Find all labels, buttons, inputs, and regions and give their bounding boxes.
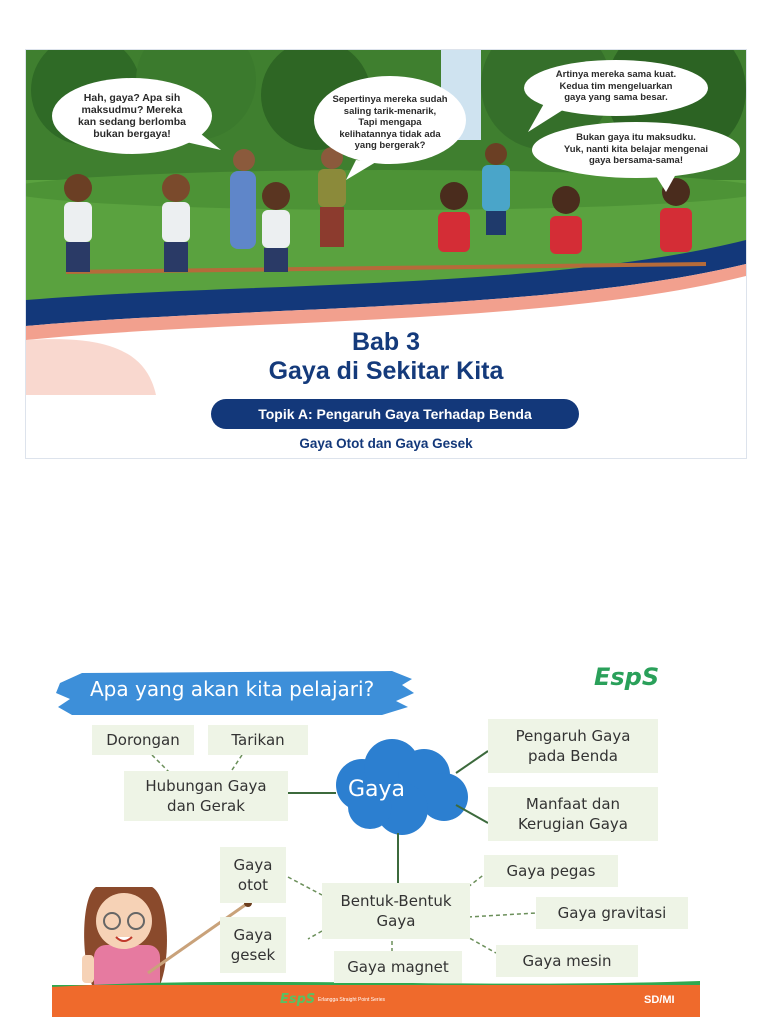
node-manfaat-kerugian: Manfaat dan Kerugian Gaya [488, 787, 658, 841]
chapter-title: Gaya di Sekitar Kita [268, 357, 504, 385]
node-gaya-gravitasi: Gaya gravitasi [536, 897, 688, 929]
concept-map-slide [52, 655, 700, 1017]
topic-subtitle: Gaya Otot dan Gaya Gesek [299, 436, 473, 451]
footer-level: SD/MI [644, 994, 675, 1006]
esps-logo: EspS [594, 663, 660, 691]
node-gaya-otot: Gaya otot [220, 847, 286, 903]
node-dorongan: Dorongan [92, 725, 194, 755]
node-gaya-pegas: Gaya pegas [484, 855, 618, 887]
speech-bubble-4: Bukan gaya itu maksudku. Yuk, nanti kita belajar mengenai gaya bersama-sama! [563, 132, 709, 166]
node-bentuk-bentuk-gaya: Bentuk-Bentuk Gaya [322, 883, 470, 939]
footer-brand: EspS [280, 992, 316, 1007]
speech-bubble-2: Sepertinya mereka sudah saling tarik-menarik, Tapi mengapa kelihatannya tidak ada yang bergerak? [332, 94, 448, 151]
footer-tagline: Erlangga Straight Point Series [318, 997, 385, 1003]
node-pengaruh-gaya: Pengaruh Gaya pada Benda [488, 719, 658, 773]
node-hubungan-gaya: Hubungan Gaya dan Gerak [124, 771, 288, 821]
chapter-number: Bab 3 [351, 328, 421, 356]
topic-pill: Topik A: Pengaruh Gaya Terhadap Benda [211, 399, 579, 429]
center-node-gaya: Gaya [348, 777, 406, 802]
node-gaya-mesin: Gaya mesin [496, 945, 638, 977]
node-tarikan: Tarikan [208, 725, 308, 755]
section-banner-title: Apa yang akan kita pelajari? [90, 677, 375, 701]
speech-bubble-1: Hah, gaya? Apa sih maksudmu? Mereka kan sedang berlomba bukan bergaya! [78, 92, 186, 140]
node-gaya-gesek: Gaya gesek [220, 917, 286, 973]
node-gaya-magnet: Gaya magnet [334, 951, 462, 983]
speech-bubble-3: Artinya mereka sama kuat. Kedua tim mengeluarkan gaya yang sama besar. [555, 69, 677, 103]
chapter-cover-slide [26, 50, 746, 458]
